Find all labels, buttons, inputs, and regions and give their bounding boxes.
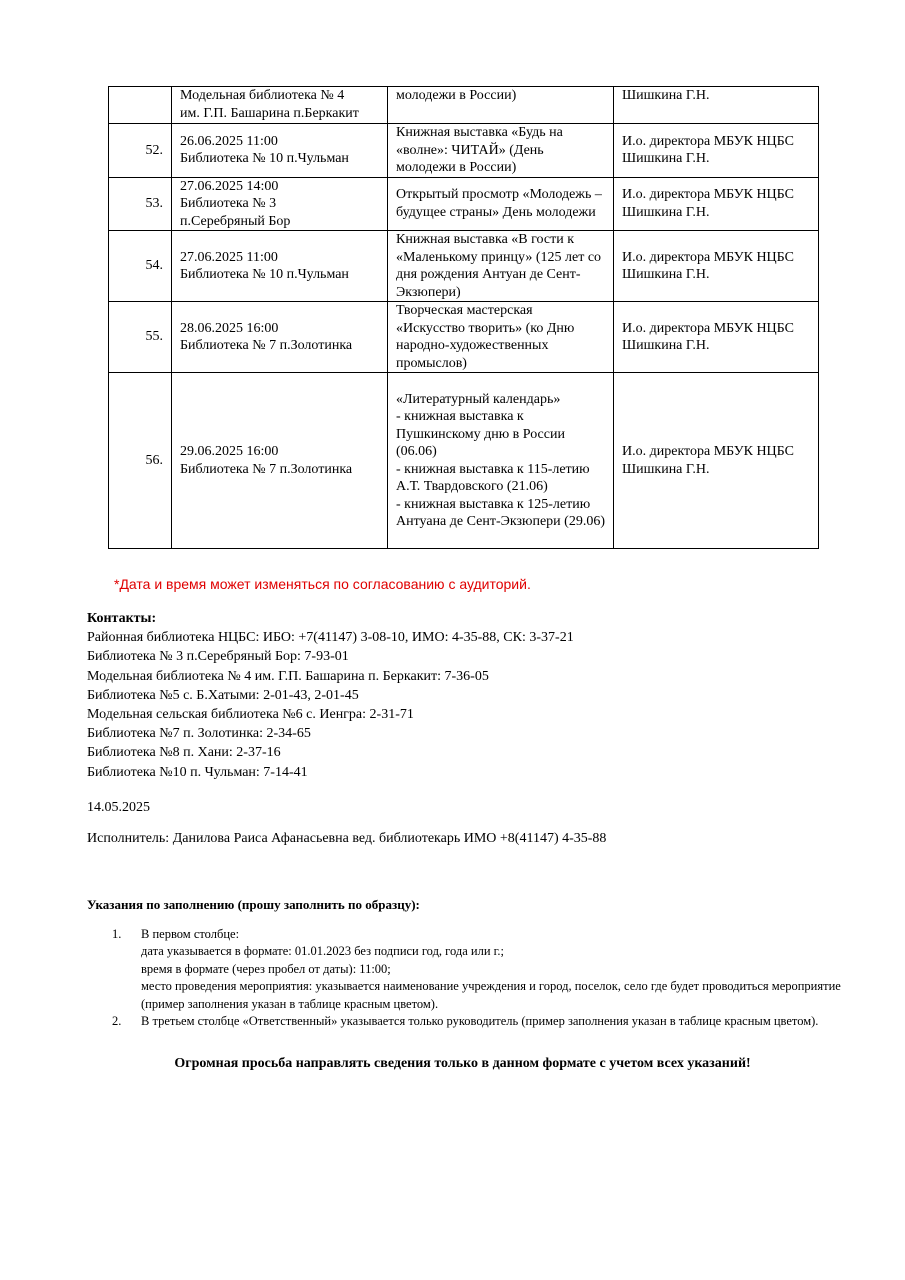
date-place-cell: Модельная библиотека № 4 им. Г.П. Башарина п.Беркакит: [172, 87, 388, 124]
responsible-cell: И.о. директора МБУК НЦБС Шишкина Г.Н.: [614, 177, 819, 231]
responsible-cell: И.о. директора МБУК НЦБС Шишкина Г.Н.: [614, 231, 819, 302]
instruction-text: В третьем столбце «Ответственный» указывается только руководитель (пример заполнения указан в таблице красным цветом).: [141, 1014, 819, 1029]
event-cell: Книжная выставка «В гости к «Маленькому принцу» (125 лет со дня рождения Антуан де Сент-Экзюпери): [388, 231, 614, 302]
row-number: 54.: [109, 231, 172, 302]
date-place-cell: 27.06.2025 11:00 Библиотека № 10 п.Чульман: [172, 231, 388, 302]
responsible-cell: Шишкина Г.Н.: [614, 87, 819, 124]
table-row: [109, 177, 819, 231]
table-row: [109, 231, 819, 302]
contact-line: Модельная библиотека № 4 им. Г.П. Башарина п. Беркакит: 7-36-05: [87, 668, 489, 684]
document-date: 14.05.2025: [87, 800, 150, 815]
instruction-date-format: дата указывается в формате: 01.01.2023 без подписи год, года или г.;: [141, 944, 504, 959]
executor-line: Исполнитель: Данилова Раиса Афанасьевна вед. библиотекарь ИМО +8(41147) 4-35-88: [87, 831, 607, 846]
schedule-change-note: *Дата и время может изменяться по согласованию с аудиторий.: [114, 576, 531, 592]
instructions-list: [112, 926, 842, 1030]
responsible-cell: И.о. директора МБУК НЦБС Шишкина Г.Н.: [614, 373, 819, 549]
instruction-item: [112, 1013, 842, 1030]
event-cell: «Литературный календарь» - книжная выставка к Пушкинскому дню в России (06.06) - книжная выставка к 115-летию А.Т. Твардовского (21.06) - книжная выставка к 125-летию Антуана де Сент-Экзюпери (29.06): [388, 373, 614, 549]
row-number: 52.: [109, 124, 172, 178]
contact-line: Библиотека №5 с. Б.Хатыми: 2-01-43, 2-01-45: [87, 687, 359, 703]
instruction-number: 2.: [112, 1014, 122, 1029]
event-cell: Книжная выставка «Будь на «волне»: ЧИТАЙ» (День молодежи в России): [388, 124, 614, 178]
contact-line: Модельная сельская библиотека №6 с. Иенгра: 2-31-71: [87, 707, 414, 723]
date-place-cell: 29.06.2025 16:00 Библиотека № 7 п.Золотинка: [172, 373, 388, 549]
table-row: [109, 124, 819, 178]
date-place-cell: 26.06.2025 11:00 Библиотека № 10 п.Чульман: [172, 124, 388, 178]
contacts-section: [87, 609, 574, 782]
date-place-cell: 28.06.2025 16:00 Библиотека № 7 п.Золотинка: [172, 302, 388, 373]
instruction-place: место проведения мероприятия: указывается наименование учреждения и город, поселок, село где будет проводиться мероприятие (пример заполнения указан в таблице красным цветом).: [141, 979, 841, 1011]
responsible-cell: И.о. директора МБУК НЦБС Шишкина Г.Н.: [614, 124, 819, 178]
table-row: [109, 87, 819, 124]
final-request: Огромная просьба направлять сведения только в данном формате с учетом всех указаний!: [174, 1056, 751, 1071]
instruction-lead: В первом столбце:: [141, 927, 240, 941]
row-number: 55.: [109, 302, 172, 373]
instructions-title: Указания по заполнению (прошу заполнить по образцу):: [87, 897, 420, 912]
events-table: [108, 86, 819, 549]
contacts-title: Контакты:: [87, 611, 157, 626]
responsible-cell: И.о. директора МБУК НЦБС Шишкина Г.Н.: [614, 302, 819, 373]
instruction-time-format: время в формате (через пробел от даты): 11:00;: [141, 961, 391, 976]
contact-line: Библиотека №7 п. Золотинка: 2-34-65: [87, 726, 311, 742]
event-cell: молодежи в России): [388, 87, 614, 124]
contact-line: Библиотека № 3 п.Серебряный Бор: 7-93-01: [87, 649, 349, 665]
contact-line: Районная библиотека НЦБС: ИБО: +7(41147) 3-08-10, ИМО: 4-35-88, СК: 3-37-21: [87, 630, 574, 646]
row-number: 56.: [109, 373, 172, 549]
date-place-cell: 27.06.2025 14:00 Библиотека № 3 п.Серебряный Бор: [172, 177, 388, 231]
contact-line: Библиотека №10 п. Чульман: 7-14-41: [87, 764, 308, 780]
instruction-item: [112, 926, 842, 1013]
row-number: 53.: [109, 177, 172, 231]
instruction-number: 1.: [112, 927, 122, 941]
table-row: [109, 302, 819, 373]
event-cell: Открытый просмотр «Молодежь – будущее страны» День молодежи: [388, 177, 614, 231]
row-number: [109, 87, 172, 124]
table-row: [109, 373, 819, 549]
contact-line: Библиотека №8 п. Хани: 2-37-16: [87, 745, 281, 761]
event-cell: Творческая мастерская «Искусство творить» (ко Дню народно-художественных промыслов): [388, 302, 614, 373]
